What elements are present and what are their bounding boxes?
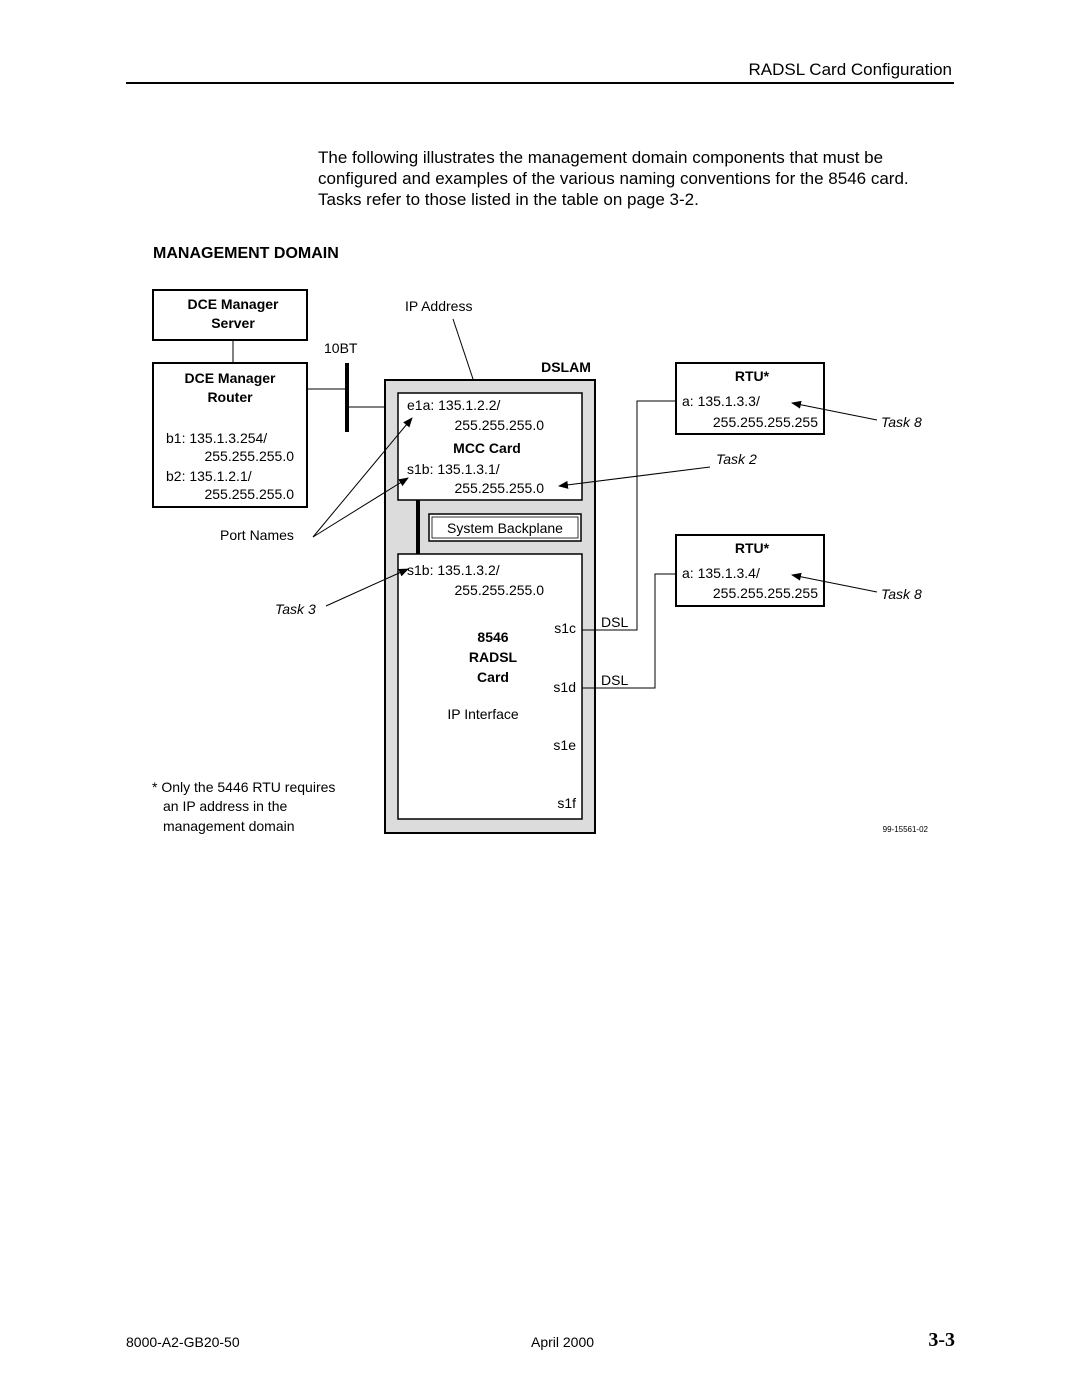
footer-page-number: 3-3 <box>928 1329 955 1351</box>
mcc-card-name: MCC Card <box>453 440 521 456</box>
mcc-e1a-mask: 255.255.255.0 <box>454 417 544 433</box>
dce-router-line1: DCE Manager <box>184 370 276 386</box>
rtu2-title: RTU* <box>734 540 770 556</box>
radsl-card-name-3: Card <box>477 669 509 685</box>
intro-line-3: Tasks refer to those listed in the table on page 3-2. <box>318 190 699 209</box>
rtu2-task: Task 8 <box>881 586 922 602</box>
port-s1d: s1d <box>553 679 576 695</box>
section-heading: MANAGEMENT DOMAIN <box>153 245 339 262</box>
dsl-label-1: DSL <box>601 614 629 630</box>
rtu2-mask: 255.255.255.255 <box>712 585 818 601</box>
router-b2-mask: 255.255.255.0 <box>204 486 294 502</box>
dsl-link-rtu2 <box>582 574 676 688</box>
figure-id: 99-15561-02 <box>882 825 928 834</box>
footnote-line-2: an IP address in the <box>163 798 288 814</box>
rtu1-addr: a: 135.1.3.3/ <box>682 393 760 409</box>
task2-label: Task 2 <box>716 451 757 467</box>
rtu1-mask: 255.255.255.255 <box>712 414 818 430</box>
dce-router-line2: Router <box>207 389 253 405</box>
system-backplane-label: System Backplane <box>447 520 563 536</box>
footnote-line-3: management domain <box>163 818 295 834</box>
rtu1-title: RTU* <box>734 368 770 384</box>
footer-doc-number: 8000-A2-GB20-50 <box>126 1334 240 1350</box>
port-s1f: s1f <box>557 795 576 811</box>
footer-date: April 2000 <box>531 1334 595 1350</box>
rtu2-addr: a: 135.1.3.4/ <box>682 565 760 581</box>
task3-label: Task 3 <box>275 601 316 617</box>
ip-interface-label: IP Interface <box>447 706 519 722</box>
radsl-card-name-1: 8546 <box>477 629 509 645</box>
intro-line-1: The following illustrates the management domain components that must be <box>318 148 884 167</box>
radsl-card-name-2: RADSL <box>468 649 518 665</box>
mcc-s1b-mask: 255.255.255.0 <box>454 480 544 496</box>
ip-address-label: IP Address <box>405 298 473 314</box>
radsl-s1b-mask: 255.255.255.0 <box>454 582 544 598</box>
footnote-line-1: * Only the 5446 RTU requires <box>152 779 336 795</box>
router-b1-mask: 255.255.255.0 <box>204 448 294 464</box>
radsl-s1b: s1b: 135.1.3.2/ <box>407 562 500 578</box>
port-s1e: s1e <box>553 737 576 753</box>
port-s1c: s1c <box>554 620 576 636</box>
dslam-label: DSLAM <box>541 359 591 375</box>
dsl-link-rtu1 <box>582 401 676 630</box>
mcc-s1b: s1b: 135.1.3.1/ <box>407 461 500 477</box>
rtu1-task: Task 8 <box>881 414 922 430</box>
dce-server-line2: Server <box>211 315 255 331</box>
router-b1: b1: 135.1.3.254/ <box>166 430 268 446</box>
dsl-label-2: DSL <box>601 672 629 688</box>
tenbt-label: 10BT <box>324 340 358 356</box>
router-b2: b2: 135.1.2.1/ <box>166 468 252 484</box>
running-header-title: RADSL Card Configuration <box>748 60 952 79</box>
port-names-label: Port Names <box>220 527 294 543</box>
intro-line-2: configured and examples of the various naming conventions for the 8546 card. <box>318 169 909 188</box>
dce-server-line1: DCE Manager <box>187 296 279 312</box>
mcc-e1a: e1a: 135.1.2.2/ <box>407 397 501 413</box>
